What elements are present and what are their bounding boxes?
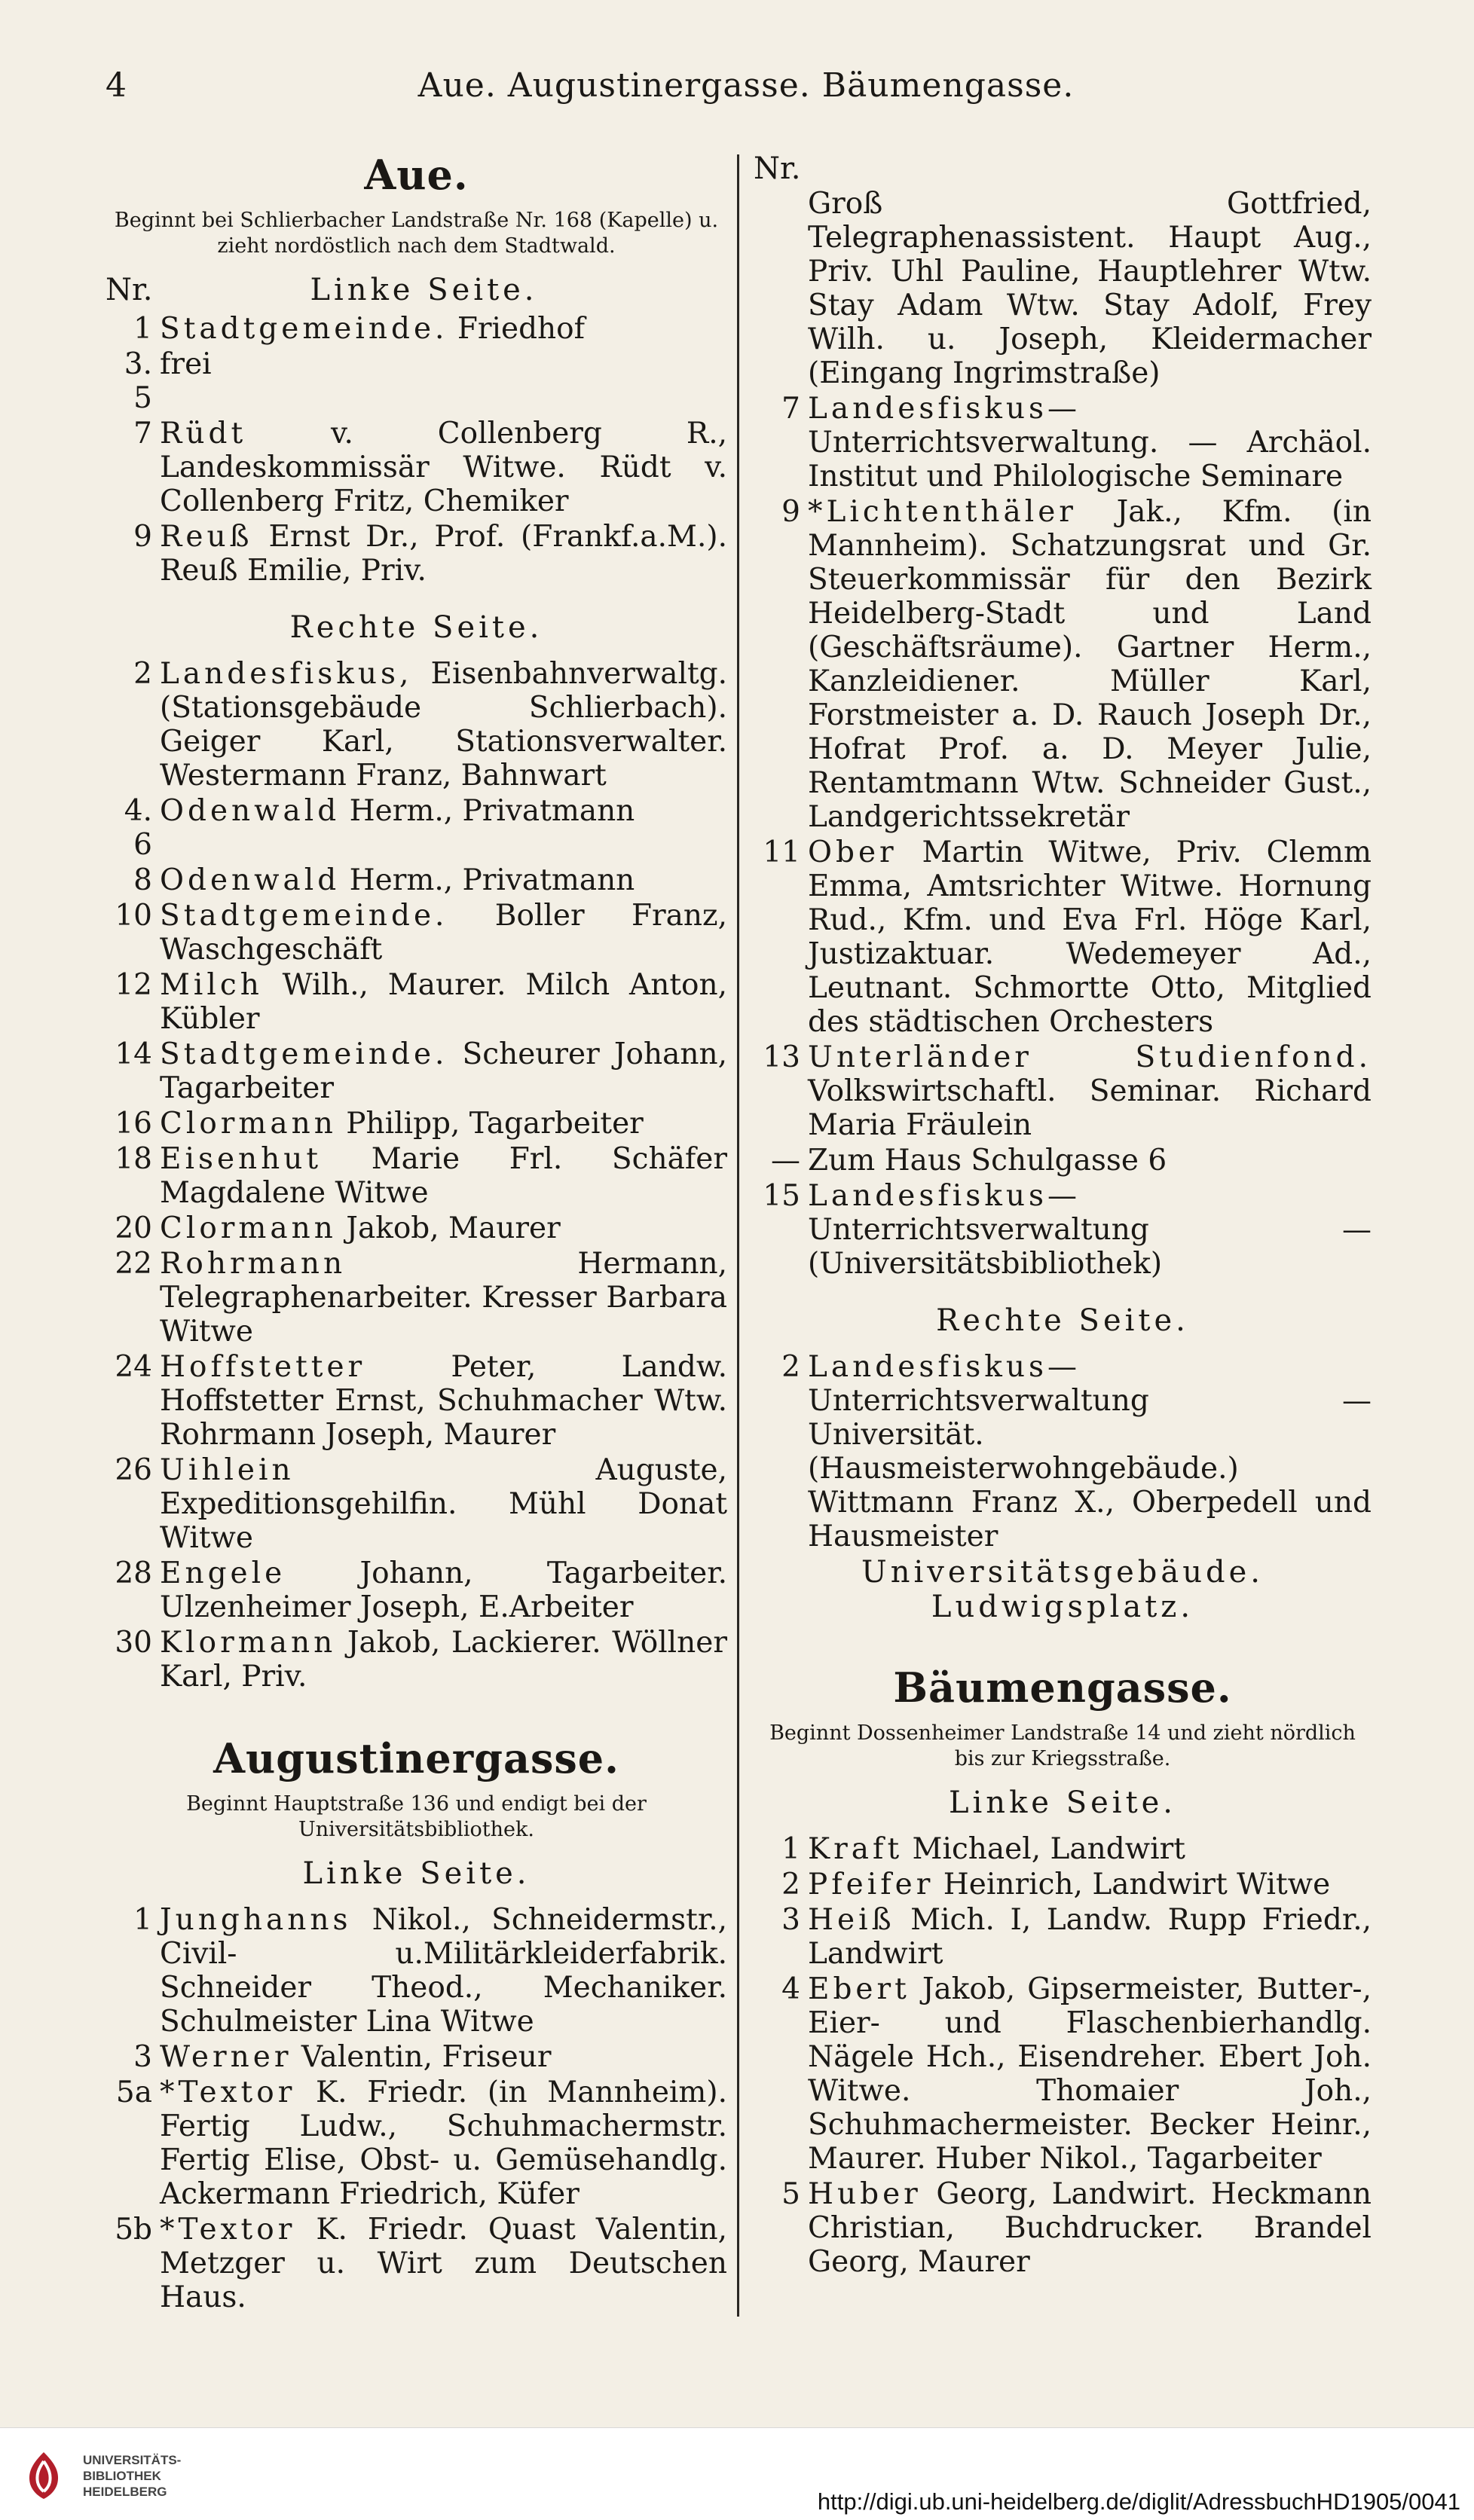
residents: v. Collenberg R., Landeskommissär Witwe. Rüdt v. Collenberg Fritz, Chemiker [160,417,727,518]
house-number: 7 [781,392,800,426]
owner-name: Eisenhut [160,1142,323,1176]
house-number: 3. 5 [124,347,152,415]
house-number: 1 [133,1903,152,1937]
residents: frei [160,347,212,381]
address-entry [754,1868,1372,1901]
address-entry [106,312,727,346]
house-number: 9 [781,495,800,529]
address-entry [754,1832,1372,1866]
address-entry [106,2040,727,2074]
house-number: 28 [115,1556,152,1590]
house-number: 5b [115,2213,152,2247]
address-entry [106,1556,727,1624]
library-name-line-1: UNIVERSITÄTS- [83,2453,182,2467]
owner-name: Clormann [160,1107,337,1141]
street-description-baeumengasse: Beginnt Dossenheimer Landstraße 14 und zieht nördlich bis zur Kriegsstraße. [769,1721,1356,1770]
house-number: 22 [115,1247,152,1281]
residents: Peter, Landw. Hoffstetter Ernst, Schuhmacher Wtw. Rohrmann Joseph, Maurer [160,1350,727,1452]
owner-name: Clormann [160,1211,337,1245]
residents: Jakob, Lackierer. Wöllner Karl, Priv. [160,1626,727,1694]
entry-text [808,1832,1372,1866]
house-number: 15 [763,1179,800,1213]
house-number: 1 [781,1832,800,1866]
house-number: 7 [133,417,152,451]
address-entry [106,2076,727,2211]
residents: K. Friedr. Quast Valentin, Metzger u. Wirt zum Deutschen Haus. [160,2213,727,2314]
entry-text [808,1972,1372,2176]
entry-text [808,1179,1372,1281]
house-number: 2 [781,1350,800,1384]
house-number: 10 [115,899,152,933]
entry-text [160,863,727,897]
residents: Marie Frl. Schäfer Magdalene Witwe [160,1142,727,1210]
residents: Valentin, Friseur [292,2040,552,2074]
house-number: 18 [115,1142,152,1176]
address-entry [106,1142,727,1210]
owner-name: Landesfiskus, [160,657,413,691]
address-entry [754,1903,1372,1971]
owner-name: Milch [160,968,263,1002]
entry-text [160,347,727,415]
entry-text [160,2076,727,2211]
house-number: 3 [781,1903,800,1937]
residents: Friedhof [448,312,586,346]
residents: Groß Gottfried, Telegraphenassistent. Haupt Aug., Priv. Uhl Pauline, Hauptlehrer Wtw. Stay Adam Wtw. Stay Adolf, Frey Wilh. u. Joseph, Kleidermacher (Eingang Ingrimstraße) [808,187,1372,390]
entry-text [160,1453,727,1555]
library-name-line-2: BIBLIOTHEK [83,2469,161,2483]
house-number: 8 [133,863,152,897]
owner-name: Odenwald [160,794,341,828]
library-name-line-3: HEIDELBERG [83,2485,167,2499]
owner-name: *Textor [160,2076,296,2109]
residents: Georg, Landwirt. Heckmann Christian, Buchdrucker. Brandel Georg, Maurer [808,2177,1372,2279]
entry-text [160,312,727,346]
aue-right-entries [106,657,727,1694]
address-entry [106,417,727,518]
residents: Ernst Dr., Prof. (Frankf.a.M.). Reuß Emilie, Priv. [160,520,727,588]
residents: Jak., Kfm. (in Mannheim). Schatzungsrat und Gr. Steuerkommissär für den Bezirk Heidelberg-Stadt und Land (Geschäftsräume). Gartner Herm., Kanzleidiener. Müller Karl, Forstmeister a. D. Rauch Joseph Dr., Hofrat Prof. a. D. Meyer Julie, Rentamtmann Wtw. Schneider Gust., Landgerichtssekretär [808,495,1372,834]
house-number: 3 [133,2040,152,2074]
side-title: Rechte Seite. [289,610,543,645]
address-entry [106,1247,727,1349]
residents: Michael, Landwirt [903,1832,1185,1866]
address-entry [106,1903,727,2039]
residents: Nikol., Schneidermstr., Civil- u.Militärkleiderfabrik. Schneider Theod., Mechaniker. Schulmeister Lina Witwe [160,1903,727,2039]
owner-name: Kraft [808,1832,904,1866]
address-entry [754,392,1372,493]
left-column [106,151,727,2316]
residents: — Unterrichtsverwaltung — Universität. (Hausmeisterwohngebäude.) Wittmann Franz X., Oberpedell und Hausmeister [808,1350,1372,1553]
street-description-augustinergasse: Beginnt Hauptstraße 136 und endigt bei der Universitätsbibliothek. [186,1792,647,1841]
street-description-aue: Beginnt bei Schlierbacher Landstraße Nr. 168 (Kapelle) u. zieht nordöstlich nach dem Stadtwald. [114,209,719,258]
entry-text [808,835,1372,1039]
address-entry [106,1211,727,1245]
entry-text [160,968,727,1036]
house-number: 5 [781,2177,800,2211]
house-number: 12 [115,968,152,1002]
house-number [754,187,808,390]
library-logo-icon [17,2449,71,2503]
owner-name: Stadtgemeinde. [160,899,448,933]
baeumengasse-left-entries [754,1832,1372,2279]
owner-name: Klormann [160,1626,337,1660]
address-entry [754,2177,1372,2279]
address-entry [754,1144,1372,1178]
entry-text [808,392,1372,493]
residents: Scheurer Johann, Tagarbeiter [160,1037,727,1105]
house-number: 16 [115,1107,152,1141]
owner-name: Odenwald [160,863,341,897]
entry-text [160,1142,727,1210]
address-entry [754,1040,1372,1142]
owner-name: Engele [160,1556,286,1590]
entry-text [160,2040,727,2074]
residents: —Unterrichtsverwaltung. — Archäol. Institut und Philologische Seminare [808,392,1372,493]
residents: Volkswirtschaftl. Seminar. Richard Maria Fräulein [808,1074,1372,1142]
residents: Boller Franz, Waschgeschäft [160,899,727,967]
house-number: 14 [115,1037,152,1071]
nr-label: Nr. [754,151,801,186]
address-entry [106,1626,727,1694]
residents: Jakob, Maurer [336,1211,561,1245]
side-title: Linke Seite. [302,1856,531,1891]
entry-text [160,794,727,862]
house-number: 4. 6 [124,794,152,862]
residents: Hermann, Telegraphenarbeiter. Kresser Barbara Witwe [160,1247,727,1349]
augustinergasse-right-entries [754,1350,1372,1553]
street-title-augustinergasse: Augustinergasse. [213,1734,619,1782]
owner-name: Unterländer Studienfond. [808,1040,1372,1074]
source-url[interactable]: http://digi.ub.uni-heidelberg.de/diglit/AdressbuchHD1905/0041 [817,2488,1460,2515]
nr-label: Nr. [106,273,153,307]
library-name [83,2452,181,2500]
house-number: — [771,1144,800,1178]
owner-name: Stadtgemeinde. [160,1037,448,1071]
residents: K. Friedr. (in Mannheim). Fertig Ludw., Schuhmachermstr. Fertig Elise, Obst- u. Gemüsehandlg. Ackermann Friedrich, Küfer [160,2076,727,2211]
entry-text [160,1556,727,1624]
house-number: 1 [133,312,152,346]
address-entry [106,1453,727,1555]
entry-text [808,1903,1372,1971]
address-entry [754,1972,1372,2176]
entry-text [808,1144,1372,1178]
entry-text [808,2177,1372,2279]
address-entry [106,2213,727,2314]
entry-text [808,1868,1372,1901]
residents: Johann, Tagarbeiter. Ulzenheimer Joseph, E.Arbeiter [160,1556,727,1624]
address-entry [106,968,727,1036]
street-title-baeumengasse: Bäumengasse. [893,1663,1232,1712]
entry-text [808,1040,1372,1142]
aue-left-side-head [106,271,727,309]
owner-name: Huber [808,2177,922,2211]
address-entry [106,520,727,588]
entry-text [808,1350,1372,1553]
entry-text [808,495,1372,834]
owner-name: Landesfiskus [808,1179,1048,1213]
address-entry [754,187,1372,390]
house-number: 2 [781,1868,800,1901]
owner-name: *Textor [160,2213,296,2247]
entry-text [160,1247,727,1349]
ludwigsplatz-line: Ludwigsplatz. [931,1590,1194,1624]
residents: Heinrich, Landwirt Witwe [934,1868,1331,1901]
residents: Wilh., Maurer. Milch Anton, Kübler [160,968,727,1036]
augustinergasse-left-entries [106,1903,727,2314]
address-entry [754,835,1372,1039]
entry-text [160,520,727,588]
aue-left-entries [106,312,727,588]
residents: Herm., Privatmann [340,863,635,897]
address-entry [106,1037,727,1105]
house-number: 30 [115,1626,152,1660]
owner-name: *Lichtenthäler [808,495,1077,529]
house-number: 11 [763,835,800,869]
owner-name: Ebert [808,1972,910,2006]
residents: Zum Haus Schulgasse 6 [808,1144,1167,1178]
entry-text [808,187,1372,390]
owner-name: Landesfiskus [808,1350,1048,1384]
owner-name: Reuß [160,520,253,554]
owner-name: Stadtgemeinde. [160,312,448,346]
residents: —Unterrichtsverwaltung — (Universitätsbibliothek) [808,1179,1372,1281]
residents: Philipp, Tagarbeiter [336,1107,644,1141]
address-entry [754,1179,1372,1281]
entry-text [160,899,727,967]
residents: Auguste, Expeditionsgehilfin. Mühl Donat Witwe [160,1453,727,1555]
house-number: 5a [115,2076,152,2109]
side-title: Linke Seite. [948,1785,1177,1820]
owner-name: Heiß [808,1903,895,1937]
owner-name: Rohrmann [160,1247,347,1281]
residents: Mich. I, Landw. Rupp Friedr., Landwirt [808,1903,1372,1971]
page-number: 4 [106,66,127,105]
running-title: Aue. Augustinergasse. Bäumengasse. [417,66,1075,105]
owner-name: Landesfiskus [808,392,1048,426]
house-number: 26 [115,1453,152,1487]
owner-name: Werner [160,2040,292,2074]
column-divider [737,154,739,2317]
owner-name: Ober [808,835,898,869]
page-header [106,66,1387,111]
address-entry [106,863,727,897]
house-number: 4 [781,1972,800,2006]
address-entry [754,1350,1372,1553]
address-entry [106,1350,727,1452]
address-entry [106,794,727,862]
owner-name: Hoffstetter [160,1350,366,1384]
entry-text [160,1626,727,1694]
entry-text [160,1211,727,1245]
residents: Martin Witwe, Priv. Clemm Emma, Amtsrichter Witwe. Hornung Rud., Kfm. und Eva Frl. Höge Karl, Justizaktuar. Wedemeyer Ad., Leutnant. Schmortte Otto, Mitglied des städtischen Orchesters [808,835,1372,1039]
owner-name: Rüdt [160,417,247,451]
residents: Eisenbahnverwaltg. (Stationsgebäude Schlierbach). Geiger Karl, Stationsverwalter. Westermann Franz, Bahnwart [160,657,727,793]
footer-bar [0,2427,1474,2520]
entry-text [160,417,727,518]
entry-text [160,1107,727,1141]
address-entry [106,1107,727,1141]
side-title: Linke Seite. [310,273,538,307]
house-number: 24 [115,1350,152,1384]
residents: Herm., Privatmann [340,794,635,828]
side-title: Rechte Seite. [936,1303,1189,1338]
house-number: 9 [133,520,152,554]
entry-text [160,1350,727,1452]
entry-text [160,1037,727,1105]
house-number: 20 [115,1211,152,1245]
house-number: 13 [763,1040,800,1074]
owner-name: Pfeifer [808,1868,934,1901]
street-title-aue: Aue. [364,151,469,199]
house-number: 2 [133,657,152,691]
address-entry [106,899,727,967]
address-entry [106,347,727,415]
universitaetsgebaeude-line: Universitätsgebäude. [861,1555,1264,1590]
entry-text [160,2213,727,2314]
right-column [754,151,1372,2280]
augustinergasse-cont-entries [754,187,1372,1281]
entry-text [160,1903,727,2039]
address-entry [106,657,727,793]
residents: Jakob, Gipsermeister, Butter-, Eier- und Flaschenbierhandlg. Nägele Hch., Eisendreher. Ebert Joh. Witwe. Thomaier Joh., Schuhmachermeister. Becker Heinr., Maurer. Huber Nikol., Tagarbeiter [808,1972,1372,2176]
address-entry [754,495,1372,834]
entry-text [160,657,727,793]
owner-name: Junghanns [160,1903,352,1937]
owner-name: Uihlein [160,1453,295,1487]
